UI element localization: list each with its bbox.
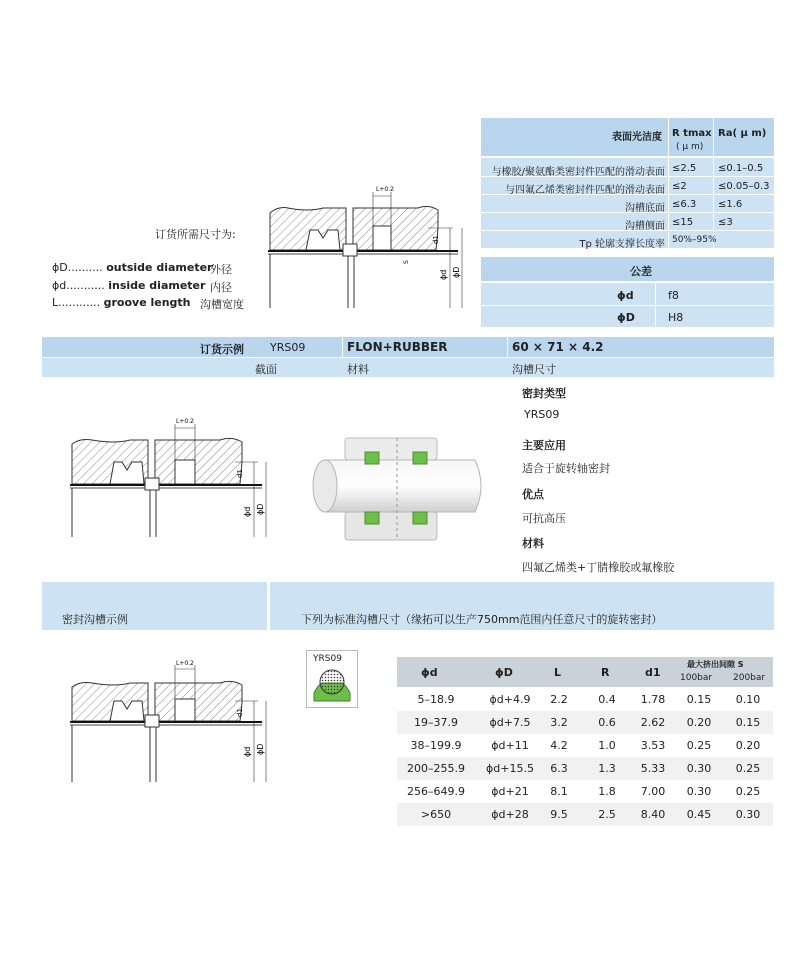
surface-row-rt: ≤6.3 (672, 199, 697, 210)
table-cell: ϕd+21 (491, 785, 529, 798)
order-dims-cn: 沟槽宽度 (200, 298, 244, 311)
groove-drawing-bottom (70, 657, 280, 787)
surface-row-ra: ≤0.1–0.5 (718, 163, 764, 174)
order-dims-title: 订货所需尺寸为: (155, 228, 236, 241)
tolerance-value: f8 (668, 289, 679, 302)
table-cell: 1.0 (598, 739, 616, 752)
dim-l: L+0.2 (176, 660, 194, 667)
material-value: 四氟乙烯类+丁腈橡胶或氟橡胶 (522, 561, 675, 574)
table-cell: 3.2 (550, 716, 568, 729)
dim-l: L+0.2 (176, 418, 194, 425)
order-example-size: 60 × 71 × 4.2 (512, 340, 604, 354)
gap-sub-header: 100bar (680, 673, 713, 683)
table-cell: 7.00 (640, 785, 666, 798)
table-cell: 8.40 (640, 808, 666, 821)
sub-size-label: 沟槽尺寸 (512, 363, 556, 376)
groove-drawing-top (268, 178, 478, 313)
table-cell: 4.2 (550, 739, 568, 752)
table-cell: 0.10 (735, 693, 761, 706)
table-cell: 1.8 (598, 785, 616, 798)
ra-header: Ra( μ m) (718, 128, 767, 139)
table-cell: 0.4 (598, 693, 616, 706)
gap-header: 最大挤出间隙 S (687, 660, 744, 669)
surface-row-label: 沟槽底面 (625, 203, 665, 214)
table-cell: 5–18.9 (417, 693, 455, 706)
col-header: R (601, 666, 610, 679)
table-cell: 2.5 (598, 808, 616, 821)
material-title: 材料 (522, 537, 544, 550)
col-header: ϕD (495, 666, 513, 679)
table-cell: ϕd+4.9 (489, 693, 531, 706)
surface-row-label: 与橡胶/聚氨酯类密封件匹配的滑动表面 (491, 167, 665, 178)
table-cell: 3.53 (640, 739, 666, 752)
surface-row-rt: 50%–95% (672, 235, 717, 245)
surface-row-rt: ≤2.5 (672, 163, 697, 174)
table-cell: 0.15 (735, 716, 761, 729)
table-cell: ϕd+7.5 (489, 716, 531, 729)
sub-section-label: 截面 (255, 363, 277, 376)
table-cell: 0.30 (686, 785, 712, 798)
table-cell: 0.30 (735, 808, 761, 821)
groove-dimension-table (397, 657, 773, 827)
order-dims-line: ϕD.......... outside diameter (52, 261, 213, 274)
application-title: 主要应用 (522, 439, 566, 452)
surface-header-label: 表面光洁度 (612, 132, 662, 143)
order-example-label: 订货示例 (200, 343, 244, 356)
tolerance-label: ϕd (617, 289, 634, 302)
surface-row-ra: ≤0.05–0.3 (718, 181, 770, 192)
dim-phi-d: ϕd (243, 746, 252, 757)
seal-3d-illustration (305, 430, 490, 545)
table-cell: ϕd+15.5 (486, 762, 534, 775)
rtmax-header: R tmax (672, 128, 712, 139)
table-cell: 6.3 (550, 762, 568, 775)
tolerance-value: H8 (668, 311, 684, 324)
tolerance-title: 公差 (630, 265, 652, 278)
table-cell: 0.30 (686, 762, 712, 775)
table-cell: 0.15 (686, 693, 712, 706)
table-cell: 2.2 (550, 693, 568, 706)
surface-row-ra: ≤3 (718, 217, 733, 228)
table-cell: ϕd+28 (491, 808, 529, 821)
gap-sub-header: 200bar (733, 673, 766, 683)
table-cell: 2.62 (640, 716, 666, 729)
table-cell: 5.33 (640, 762, 666, 775)
tolerance-label: ϕD (617, 311, 635, 324)
surface-row-label: 与四氟乙烯类密封件匹配的滑动表面 (505, 185, 665, 196)
order-dims-line: L............ groove length (52, 296, 191, 309)
dim-phi-D: ϕD (256, 503, 265, 515)
table-cell: 0.6 (598, 716, 616, 729)
seal-profile-icon (306, 650, 358, 708)
dim-d1: d1 (236, 708, 244, 717)
col-header: L (554, 666, 562, 679)
surface-row-label: Tp 轮廓支撑长度率 (579, 239, 665, 250)
table-cell: 19–37.9 (414, 716, 458, 729)
table-cell: 256–649.9 (407, 785, 465, 798)
surface-row-rt: ≤2 (672, 181, 687, 192)
type-value: YRS09 (524, 408, 560, 421)
table-cell: 38–199.9 (410, 739, 462, 752)
order-dims-line: ϕd........... inside diameter (52, 279, 206, 292)
groove-drawing-middle (70, 412, 280, 542)
dim-phi-d: ϕd (243, 506, 252, 517)
table-cell: 0.25 (686, 739, 712, 752)
surface-row-rt: ≤15 (672, 217, 694, 228)
sub-material-label: 材料 (347, 363, 369, 376)
standard-groove-label: 下列为标准沟槽尺寸（缘拓可以生产750mm范围内任意尺寸的旋转密封） (301, 613, 663, 626)
col-header: ϕd (421, 666, 438, 679)
order-example-code: YRS09 (270, 341, 306, 354)
dim-phi-d: ϕd (439, 269, 448, 280)
table-cell: 8.1 (550, 785, 568, 798)
col-header: d1 (645, 666, 661, 679)
order-dims-cn: 外径 (210, 263, 232, 276)
dim-d1: d1 (432, 235, 440, 244)
table-cell: >650 (420, 808, 452, 821)
application-value: 适合于旋转轴密封 (522, 462, 610, 475)
seal-cross-section-icon (312, 667, 352, 703)
dim-phi-D: ϕD (452, 266, 461, 278)
advantage-value: 可抗高压 (522, 512, 566, 525)
dim-d1: d1 (236, 469, 244, 478)
table-cell: 200–255.9 (407, 762, 465, 775)
dim-l: L+0.2 (376, 186, 394, 193)
table-cell: 0.20 (686, 716, 712, 729)
order-dims-cn: 内径 (210, 281, 232, 294)
rtmax-unit: ( μ m) (676, 142, 704, 152)
surface-row-label: 沟槽侧面 (625, 221, 665, 232)
table-cell: 1.78 (640, 693, 666, 706)
seal-profile-label: YRS09 (313, 654, 342, 664)
order-example-material: FLON+RUBBER (347, 340, 448, 354)
groove-example-label: 密封沟槽示例 (62, 613, 128, 626)
table-cell: ϕd+11 (491, 739, 529, 752)
dim-s: S (403, 260, 410, 264)
table-cell: 0.25 (735, 785, 761, 798)
surface-row-ra: ≤1.6 (718, 199, 743, 210)
table-cell: 9.5 (550, 808, 568, 821)
table-cell: 1.3 (598, 762, 616, 775)
table-cell: 0.45 (686, 808, 712, 821)
advantage-title: 优点 (522, 488, 544, 501)
type-title: 密封类型 (522, 387, 566, 400)
dim-phi-D: ϕD (256, 743, 265, 755)
table-cell: 0.25 (735, 762, 761, 775)
table-cell: 0.20 (735, 739, 761, 752)
